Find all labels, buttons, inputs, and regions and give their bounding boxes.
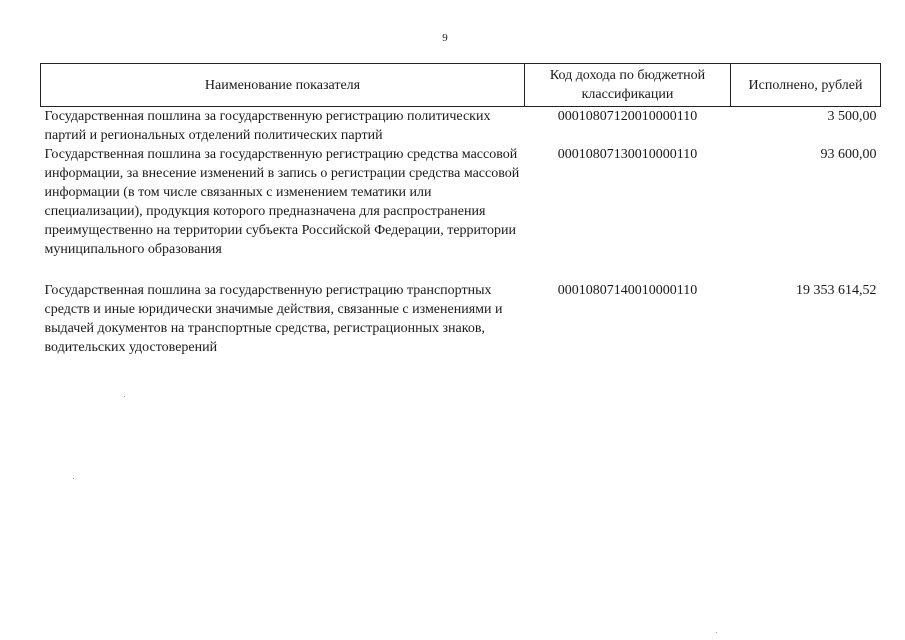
row-name: Государственная пошлина за государственную регистрацию средства массовой информации, за внесение изменений в запись о регистрации средства массовой информации (в том числе связанных с изменением тематики или специализации), продукция которого предназначена для распространения преимущественно на территории субъекта Российской Федерации, территории муниципального образования: [44, 147, 520, 257]
scan-speck: [716, 632, 717, 633]
header-code: Код дохода по бюджетной классификации: [525, 64, 731, 107]
row-name: Государственная пошлина за государственную регистрацию транспортных средств и иные юридически значимые действия, связанные с изменениями и выдачей документов на транспортные средства, регистрационных знаков, водительских удостоверений: [44, 283, 503, 355]
row-code: 00010807130010000110: [557, 147, 698, 162]
row-name: Государственная пошлина за государственную регистрацию политических партий и региональных отделений политических партий: [44, 109, 491, 143]
scan-speck: [124, 396, 125, 397]
table-row: [41, 281, 881, 357]
header-amount: Исполнено, рублей: [731, 64, 881, 107]
row-amount: 3 500,00: [827, 109, 877, 124]
table-row: [41, 107, 881, 146]
row-code: 00010807120010000110: [557, 109, 698, 124]
page-number: 9: [442, 32, 448, 44]
row-spacer: [41, 259, 881, 281]
scan-speck: [73, 478, 74, 479]
row-amount: 19 353 614,52: [796, 283, 877, 298]
row-amount: 93 600,00: [820, 147, 877, 162]
header-name: Наименование показателя: [41, 64, 525, 107]
table-header-row: [41, 64, 881, 107]
row-code: 00010807140010000110: [557, 283, 698, 298]
revenue-table: [40, 63, 881, 357]
table-row: [41, 145, 881, 259]
